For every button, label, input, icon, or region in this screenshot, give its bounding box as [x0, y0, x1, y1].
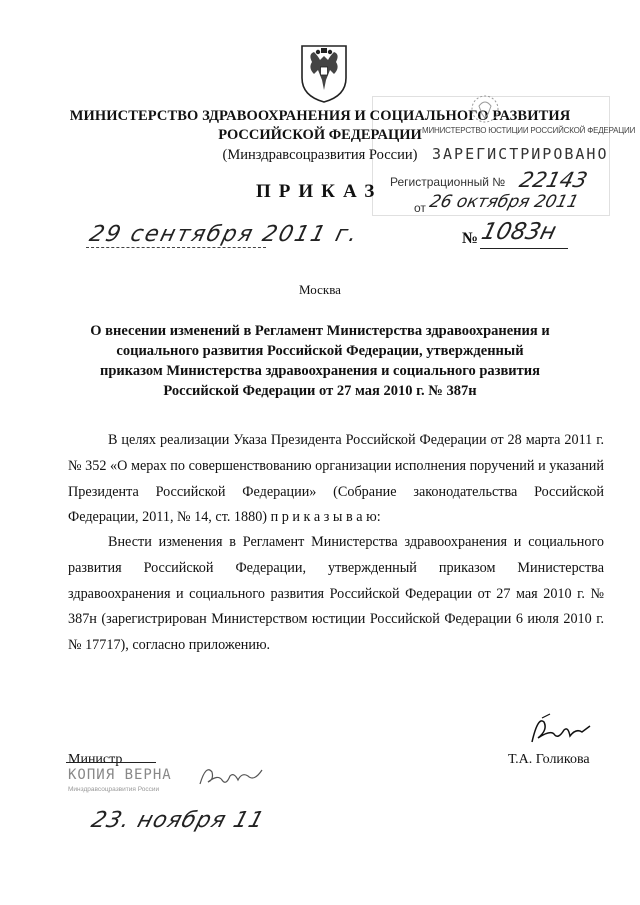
stamp-date-label: от: [414, 201, 426, 215]
body-paragraph-2-text: Внести изменения в Регламент Министерства здравоохранения и социального развития Российской Федерации, утвержденный приказом Министерства здравоохранения и социального развития Российской Федерации от 27 мая 2010 г. № 387н (зарегистрирован Министерством юстиции Российской Федерации 6 июля 2010 г. № 17717), согласно приложению.: [68, 534, 604, 654]
order-subject: О внесении изменений в Регламент Министерства здравоохранения и социального развития Российской Федерации, утвержденный приказом Министерства здравоохранения и социального развития Российской Федерации от 27 мая 2010 г. № 387н: [90, 323, 550, 399]
order-number-underline: [480, 248, 568, 249]
ministry-short-name: (Минздравсоцразвития России): [222, 147, 418, 163]
justice-registration-stamp: [372, 96, 636, 216]
stamp-registered-label: ЗАРЕГИСТРИРОВАНО: [432, 145, 609, 163]
signer-position: Министр: [68, 752, 123, 767]
coat-of-arms-emblem: [296, 40, 352, 104]
signer-name: Т.А. Голикова: [508, 752, 590, 767]
document-type-title: ПРИКАЗ: [256, 181, 383, 202]
body-paragraph-1: [68, 428, 604, 531]
position-strike-line: [66, 762, 156, 763]
stamp-reg-number: 22143: [517, 168, 590, 192]
order-number: 1083н: [478, 219, 559, 245]
ministry-name-line1: МИНИСТЕРСТВО ЗДРАВООХРАНЕНИЯ И СОЦИАЛЬНОГО РАЗВИТИЯ: [69, 108, 571, 124]
stamp-reg-number-label: Регистрационный №: [390, 175, 506, 189]
ministry-name-line2: РОССИЙСКОЙ ФЕДЕРАЦИИ: [218, 127, 422, 143]
body-paragraph-2: [68, 530, 604, 659]
order-number-sign: №: [462, 230, 479, 247]
body-paragraph-1-text: В целях реализации Указа Президента Российской Федерации от 28 марта 2011 г. № 352 «О мерах по совершенствованию организации исполнения поручений и указаний Президента Российской Федерации» (Собрание законодательства Российской Федерации, 2011, № 14, ст. 1880) п р и к а з ы в а ю:: [68, 432, 604, 526]
city: Москва: [299, 282, 341, 297]
copy-stamp-sublabel: Минздравсоцразвития России: [68, 786, 160, 793]
copy-stamp-date: 23. ноября 11: [88, 808, 268, 833]
stamp-date: 26 октября 2011: [427, 192, 581, 212]
copy-stamp-label: КОПИЯ ВЕРНА: [68, 767, 172, 783]
stamp-organization: МИНИСТЕРСТВО ЮСТИЦИИ РОССИЙСКОЙ ФЕДЕРАЦИИ: [422, 126, 636, 135]
handwritten-signature: [524, 712, 594, 750]
stamp-emblem-icon: [468, 92, 502, 126]
order-date-underline: [86, 247, 266, 248]
copy-stamp-signature: [196, 760, 266, 790]
order-date: 29 сентября 2011 г.: [86, 222, 362, 247]
